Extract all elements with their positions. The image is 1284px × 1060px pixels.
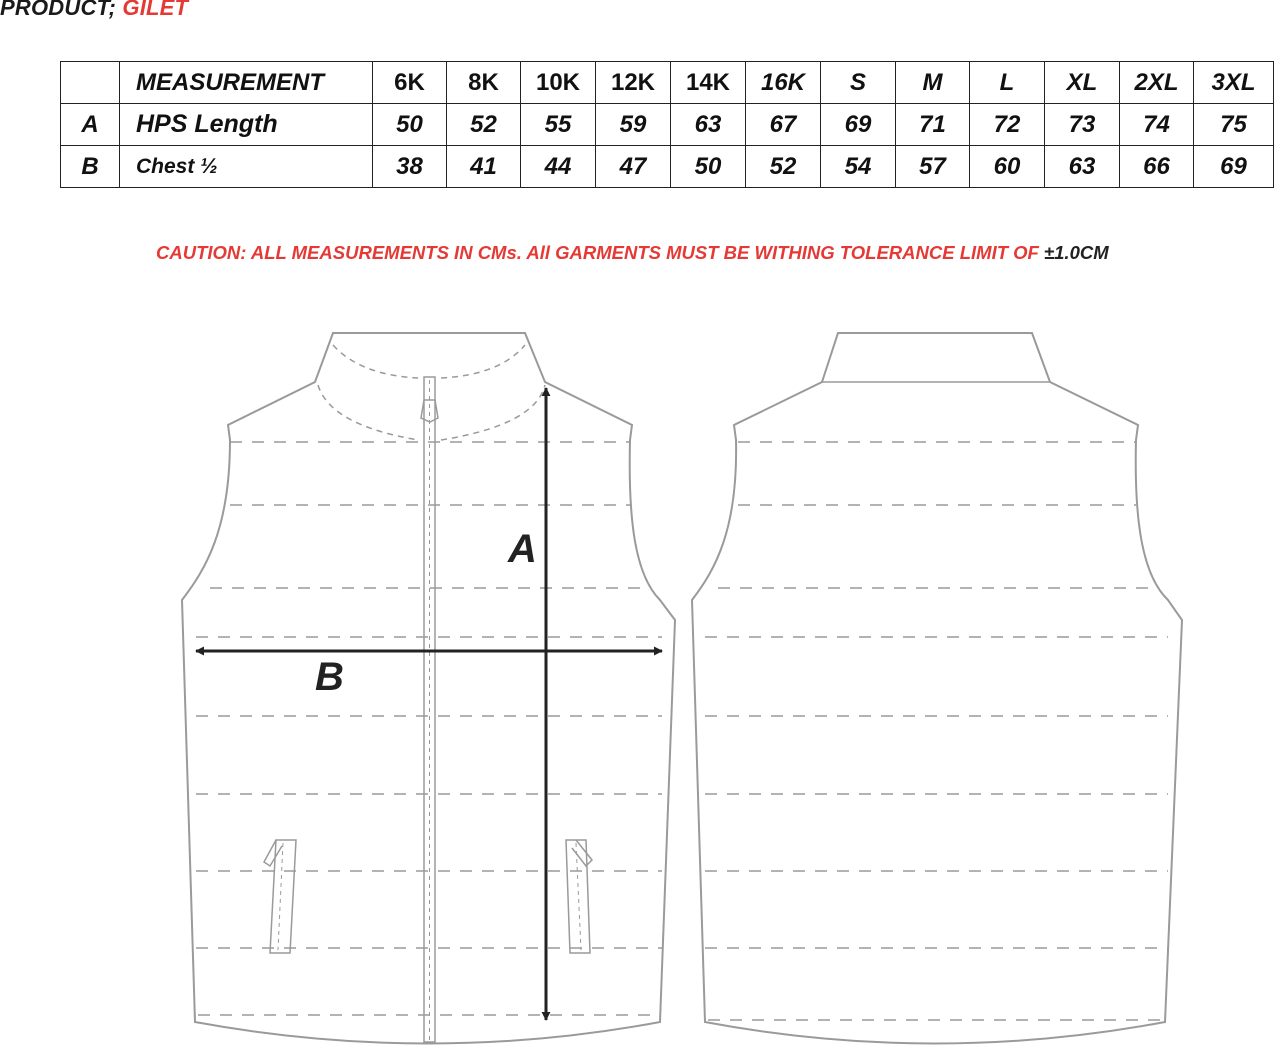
header-size: 6K xyxy=(373,62,447,104)
row-measurement-name: HPS Length xyxy=(120,104,373,146)
table-cell: 63 xyxy=(1045,146,1120,188)
neckline-seam xyxy=(318,385,545,440)
pocket-right xyxy=(566,840,592,953)
table-cell: 73 xyxy=(1045,104,1120,146)
back-quilt-lines xyxy=(705,442,1168,1020)
table-cell: 63 xyxy=(671,104,746,146)
header-size: XL xyxy=(1045,62,1120,104)
row-letter: A xyxy=(61,104,120,146)
header-size: 2XL xyxy=(1120,62,1194,104)
table-cell: 44 xyxy=(521,146,596,188)
header-size: S xyxy=(821,62,896,104)
gilet-back-view xyxy=(692,333,1182,1044)
table-cell: 55 xyxy=(521,104,596,146)
header-measurement: MEASUREMENT xyxy=(120,62,373,104)
gilet-front-view xyxy=(182,333,675,1044)
table-cell: 59 xyxy=(596,104,671,146)
row-letter: B xyxy=(61,146,120,188)
front-outline xyxy=(182,333,675,1044)
table-cell: 60 xyxy=(970,146,1045,188)
header-size: 16K xyxy=(746,62,821,104)
product-value: GILET xyxy=(122,0,189,20)
pocket-left xyxy=(264,840,296,953)
table-cell: 52 xyxy=(746,146,821,188)
table-cell: 57 xyxy=(896,146,970,188)
table-cell: 72 xyxy=(970,104,1045,146)
table-cell: 66 xyxy=(1120,146,1194,188)
table-cell: 38 xyxy=(373,146,447,188)
header-size: 3XL xyxy=(1194,62,1274,104)
label-a: A xyxy=(508,527,537,571)
row-measurement-name: Chest ½ xyxy=(120,146,373,188)
table-cell: 71 xyxy=(896,104,970,146)
table-cell: 47 xyxy=(596,146,671,188)
tolerance-value: ±1.0CM xyxy=(1043,242,1109,263)
header-size: M xyxy=(896,62,970,104)
table-cell: 50 xyxy=(671,146,746,188)
table-cell: 54 xyxy=(821,146,896,188)
table-cell: 75 xyxy=(1194,104,1274,146)
header-size: L xyxy=(970,62,1045,104)
table-cell: 74 xyxy=(1120,104,1194,146)
header-size: 8K xyxy=(447,62,521,104)
back-outline xyxy=(692,333,1182,1044)
label-b: B xyxy=(315,655,344,699)
table-cell: 69 xyxy=(821,104,896,146)
collar-seam xyxy=(333,345,525,378)
table-cell: 69 xyxy=(1194,146,1274,188)
caution-text: CAUTION: ALL MEASUREMENTS IN CMs. All GARMENTS MUST BE WITHING TOLERANCE LIMIT OF xyxy=(156,242,1039,263)
header-size: 10K xyxy=(521,62,596,104)
table-cell: 52 xyxy=(447,104,521,146)
header-size: 14K xyxy=(671,62,746,104)
table-cell: 50 xyxy=(373,104,447,146)
table-cell: 67 xyxy=(746,104,821,146)
header-size: 12K xyxy=(596,62,671,104)
table-cell: 41 xyxy=(447,146,521,188)
product-label: PRODUCT; xyxy=(0,0,117,20)
